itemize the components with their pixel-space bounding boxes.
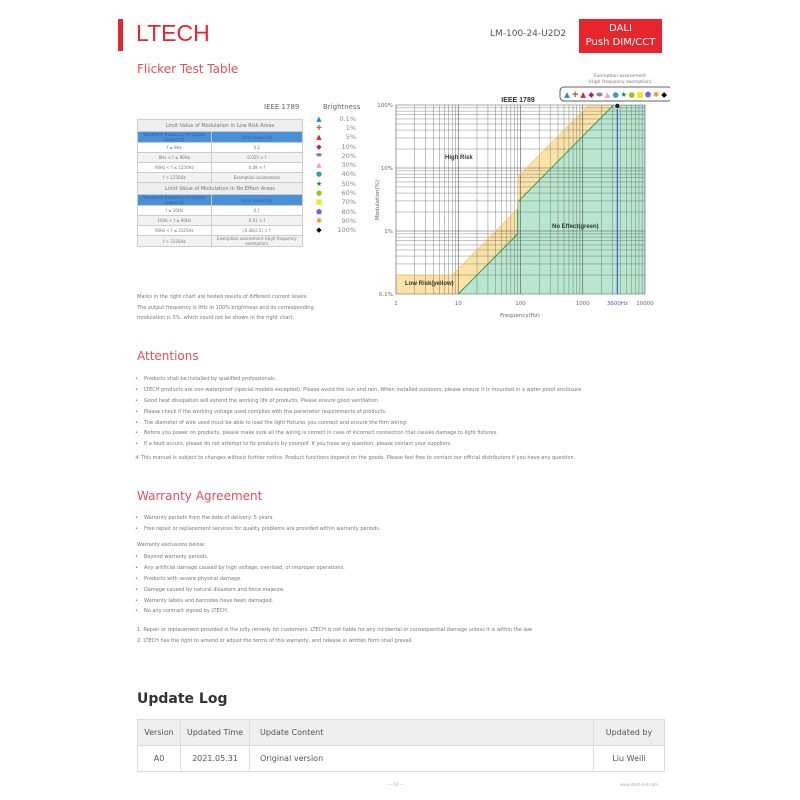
legend-label: 60% — [341, 189, 356, 198]
exclusions-list — [135, 554, 345, 619]
exemption-marker-icon: ◆ — [588, 90, 595, 99]
legend-label: 100% — [337, 226, 356, 235]
exemption-marker-icon: ✚ — [571, 90, 579, 99]
logo-bar — [118, 19, 123, 51]
ieee1789-chart — [370, 65, 670, 325]
legend-item — [312, 216, 356, 225]
legend-marker-icon: ★ — [315, 179, 323, 188]
legend-label: 30% — [341, 161, 356, 170]
list-item: • Warranty periods from the date of delivery: 5 years. — [135, 515, 380, 526]
exemption-marker-icon: ★ — [620, 90, 628, 99]
cell: 8Hz < f ≤ 90Hz — [138, 153, 212, 163]
cell: 0.01 × f — [211, 216, 302, 226]
page-number: — 04 — — [388, 782, 404, 787]
exemption-marker-icon: ⬬ — [596, 90, 603, 99]
legend-marker-icon: ⬬ — [316, 151, 322, 160]
y-tick-label: 100% — [377, 103, 393, 109]
list-item: • Good heat dissipation will extend the working life of products. Please ensure good ventilation. — [135, 398, 583, 409]
cell: f ≤ 8Hz — [138, 143, 212, 153]
y-tick-label: 1% — [384, 229, 393, 235]
cell: (0.08/2.5) × f — [211, 226, 302, 236]
exemption-subtitle: (High frequency exemption) — [588, 80, 652, 85]
y-axis-label: Modulation(%) — [375, 179, 381, 221]
exemption-marker-icon: ◆ — [661, 90, 668, 99]
cell: 90Hz < f ≤ 1250Hz — [138, 163, 212, 173]
list-item: • Products shall be installed by qualified professionals. — [135, 376, 583, 387]
exemption-marker-icon: ● — [628, 90, 636, 99]
col-header-time: Updated Time — [181, 720, 250, 746]
product-badge — [579, 19, 662, 53]
legend-item — [312, 207, 356, 216]
cell: 0.2 — [211, 143, 302, 153]
ltech-logo: LTECH — [136, 20, 210, 46]
list-item: • Before you power on products, please make sure all the wiring is correct in case of incorrect connection that causes damage to light fixtures. — [135, 430, 583, 441]
exemption-marker-icon: ⬟ — [644, 90, 652, 99]
exemption-marker-icon: ■ — [636, 90, 644, 99]
cell: f ≤ 10Hz — [138, 206, 212, 216]
exclusions-label: Warranty exclusions below: — [137, 542, 206, 548]
legend-label: 90% — [341, 216, 356, 225]
legend-item — [312, 133, 356, 142]
col-header-content: Update Content — [250, 720, 594, 746]
list-item: • Warranty labels and barcodes have been damaged. — [135, 598, 345, 609]
badge-line-1: DALI — [609, 23, 632, 34]
caption-line: modulation is 0%, which could not be shown in the right chart. — [137, 315, 295, 321]
section-title-flicker: Flicker Test Table — [137, 62, 239, 76]
legend-label: 20% — [341, 151, 356, 160]
cell: 90Hz < f ≤ 3125Hz — [138, 226, 212, 236]
x-tick-label: 10 — [454, 301, 462, 307]
list-item: • Products with severe physical damage. — [135, 576, 345, 587]
legend-label: 5% — [345, 133, 356, 142]
cell-version: A0 — [138, 746, 181, 772]
legend-label: 10% — [341, 142, 356, 151]
list-item: • LTECH products are non-waterproof (special models excepted). Please avoid the sun and rain. When installed outdoors, please ensure it is mounted in a water proof enclosure. — [135, 387, 583, 398]
cell: 0.1 — [211, 206, 302, 216]
x-tick-label: 3600Hz — [606, 301, 628, 307]
legend-item — [312, 226, 356, 235]
footer-url: www.ltech-led.com — [620, 782, 658, 787]
exemption-title: Exemption assessment — [593, 74, 647, 79]
badge-line-2: Push DIM/CCT — [585, 37, 656, 48]
x-tick-label: 10000 — [636, 301, 654, 307]
ieee-label: IEEE 1789 — [264, 103, 300, 111]
legend-marker-icon: ● — [315, 189, 323, 198]
exemption-marker-icon: ✱ — [652, 90, 660, 99]
list-item: • Beyond warranty periods. — [135, 554, 345, 565]
y-tick-label: 0.1% — [379, 292, 393, 298]
cell-time: 2021.05.31 — [181, 746, 250, 772]
x-axis-label: Frequency(Hz) — [500, 313, 540, 319]
x-tick-label: 100 — [515, 301, 526, 307]
legend-item — [312, 151, 356, 160]
section-title-update-log: Update Log — [137, 691, 228, 707]
cell: f > 3125Hz — [138, 236, 212, 247]
legend-item — [312, 198, 356, 207]
list-item: • Any artificial damage caused by high voltage, overload, or improper operations. — [135, 565, 345, 576]
low-risk-title: Limit Value of Modulation in Low Risk Areas — [138, 120, 303, 132]
list-item: • Please check if the working voltage used complies with the parameter requirements of products. — [135, 409, 583, 420]
legend-item — [312, 170, 356, 179]
warranty-term-2: 2. LTECH has the right to amend or adjust the terms of this warranty, and release in written form shall prevail. — [137, 638, 414, 644]
legend-marker-icon: ● — [315, 170, 323, 179]
legend-marker-icon: ✚ — [316, 123, 322, 132]
cell: f > 1250Hz — [138, 173, 212, 183]
legend-label: 1% — [345, 123, 356, 132]
legend-item — [312, 114, 356, 123]
col-header-version: Version — [138, 720, 181, 746]
exemption-marker-icon: ● — [612, 90, 619, 99]
legend-item — [312, 179, 356, 188]
cell-content: Original version — [250, 746, 594, 772]
region-label-low: Low Risk(yellow) — [405, 281, 454, 287]
cell-author: Liu Weili — [594, 746, 665, 772]
exemption-marker-icon: ▲ — [580, 90, 587, 99]
legend-item — [312, 123, 356, 132]
list-item: • No any contract signed by LTECH. — [135, 608, 345, 619]
cell: 0.08 × f — [211, 163, 302, 173]
brightness-label: Brightness — [323, 103, 361, 111]
legend-label: 40% — [341, 170, 356, 179]
legend-label: 0.1% — [339, 114, 356, 123]
col-header: Waveform frequency of Optical output (f) — [138, 195, 212, 206]
col-header: Limit value (%) — [211, 195, 302, 206]
table-row — [138, 746, 665, 772]
model-number: LM-100-24-U2D2 — [490, 29, 567, 39]
legend-marker-icon: ◆ — [316, 226, 322, 235]
chart-title: IEEE 1789 — [501, 97, 535, 104]
no-effect-title: Limit Value of Modulation in No Effect Areas — [138, 183, 303, 195]
brightness-legend — [312, 114, 356, 235]
legend-marker-icon: ⬟ — [315, 207, 323, 216]
list-item: • The diameter of wire used must be able to load the light fixtures you connect and ensure the firm wiring. — [135, 420, 583, 431]
y-tick-label: 10% — [380, 166, 393, 172]
cell: Exemption assessment (High frequency exemption) — [211, 236, 302, 247]
legend-label: 50% — [341, 179, 356, 188]
update-log-table — [137, 719, 665, 772]
legend-marker-icon: ◆ — [316, 142, 322, 151]
caption-line: Marks in the right chart are tested results of different current levels. — [137, 294, 308, 300]
exemption-marker-icon: ▲ — [564, 90, 570, 99]
legend-item — [312, 142, 356, 151]
cell: 10Hz < f ≤ 90Hz — [138, 216, 212, 226]
list-item: • Damage caused by natural disasters and force majeure. — [135, 587, 345, 598]
measured-point — [615, 103, 620, 108]
x-tick-label: 1 — [394, 301, 398, 307]
modulation-limit-table — [137, 119, 303, 247]
chart-caption — [137, 292, 314, 324]
caption-line: The output frequency is 0Hz in 100% brightness and its corresponding — [137, 304, 314, 311]
legend-marker-icon: ▲ — [316, 133, 322, 142]
legend-marker-icon: ▲ — [316, 114, 322, 123]
cell: 0.025 × f — [211, 153, 302, 163]
manual-note: ※ This manual is subject to changes without further notice. Product functions depend on the goods. Please feel free to contact our official distributors if you have any question. — [135, 455, 576, 461]
warranty-term-1: 1. Repair or replacement provided is the only remedy for customers. LTECH is not liable for any incidental or consequential damage unless it is within the law. — [137, 627, 534, 633]
warranty-list — [135, 515, 380, 537]
attentions-list — [135, 376, 583, 452]
x-tick-label: 1000 — [575, 301, 590, 307]
exemption-marker-icon: ▲ — [604, 90, 611, 99]
legend-label: 70% — [341, 198, 356, 207]
legend-item — [312, 188, 356, 197]
legend-marker-icon: ▲ — [316, 161, 322, 170]
list-item: • If a fault occurs, please do not attempt to fix products by yourself. If you have any question, please contact your suppliers. — [135, 441, 583, 452]
cell: Exemption assessment — [211, 173, 302, 183]
col-header: Waveform frequency of Optical output (f) — [138, 132, 212, 143]
col-header-author: Updated by — [594, 720, 665, 746]
legend-marker-icon: ✱ — [316, 216, 322, 225]
section-title-warranty: Warranty Agreement — [137, 489, 263, 503]
region-label-high: High Risk — [445, 155, 473, 161]
list-item: • Free repair or replacement services for quality problems are provided within warranty periods. — [135, 526, 380, 537]
legend-marker-icon: ■ — [315, 198, 323, 207]
legend-item — [312, 160, 356, 169]
section-title-attentions: Attentions — [137, 349, 199, 363]
region-label-none: No Effect(green) — [552, 224, 599, 230]
legend-label: 80% — [341, 207, 356, 216]
col-header: Limit value (%) — [211, 132, 302, 143]
